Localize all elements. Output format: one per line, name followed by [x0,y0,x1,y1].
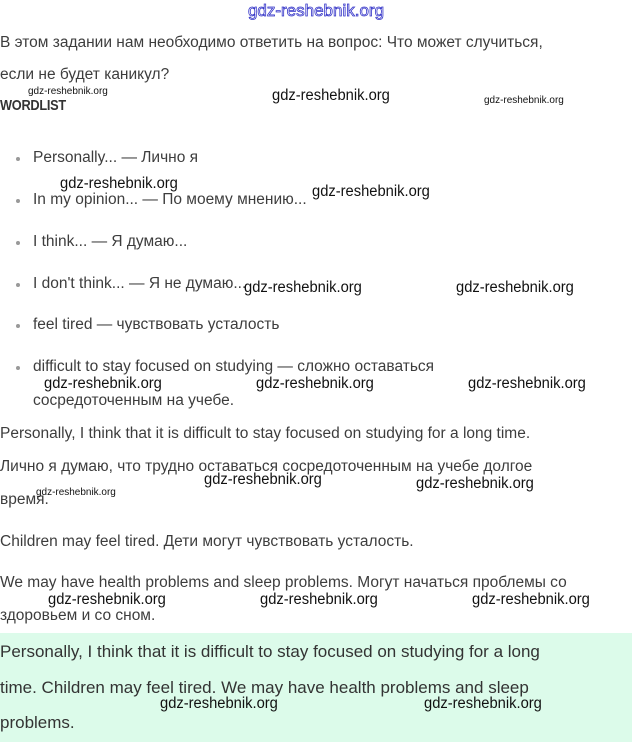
list-item: feel tired — чувствовать усталость [33,316,280,333]
bullet-icon [16,199,20,203]
list-item: I think... — Я думаю... [33,233,188,250]
watermark: gdz-reshebnik.org [484,94,564,106]
bullet-icon [16,283,20,287]
sentence-3: We may have health problems and sleep problems. Могут начаться проблемы со [0,574,567,591]
answer-line-2: time. Children may feel tired. We may have health problems and sleep [0,678,529,697]
watermark: gdz-reshebnik.org [416,475,534,492]
watermark: gdz-reshebnik.org [312,183,430,200]
intro-line-1: В этом задании нам необходимо ответить на вопрос: Что может случиться, [0,34,543,51]
list-item: Personally... — Лично я [33,149,199,166]
watermark: gdz-reshebnik.org [160,695,278,712]
watermark: gdz-reshebnik.org [424,695,542,712]
intro-line-2: если не будет каникул? [0,66,170,83]
bullet-icon [16,324,20,328]
watermark: gdz-reshebnik.org [260,591,378,608]
watermark-header: gdz-reshebnik.org [247,1,385,20]
watermark: gdz-reshebnik.org [244,279,362,296]
list-item-continuation: сосредоточенным на учебе. [33,392,235,409]
watermark: gdz-reshebnik.org [36,486,116,498]
watermark: gdz-reshebnik.org [204,471,322,488]
watermark: gdz-reshebnik.org [44,375,162,392]
watermark: gdz-reshebnik.org [28,85,108,97]
sentence-3-cont: здоровьем и со сном. [0,607,156,624]
list-item: In my opinion... — По моему мнению... [33,191,307,208]
sentence-en-1: Personally, I think that it is difficult to stay focused on studying for a long time. [0,425,531,442]
bullet-icon [16,157,20,161]
list-item: I don't think... — Я не думаю... [33,275,247,292]
answer-line-1: Personally, I think that it is difficult to stay focused on studying for a long [0,642,540,661]
answer-line-3: problems. [0,713,75,732]
sentence-2: Children may feel tired. Дети могут чувствовать усталость. [0,533,414,550]
bullet-icon [16,366,20,370]
answer-box [0,633,632,742]
bullet-icon [16,241,20,245]
wordlist-heading: WORDLIST [0,97,66,114]
watermark: gdz-reshebnik.org [60,175,178,192]
watermark: gdz-reshebnik.org [456,279,574,296]
watermark: gdz-reshebnik.org [468,375,586,392]
sentence-ru-1: Лично я думаю, что трудно оставаться сосредоточенным на учебе долгое [0,458,533,475]
watermark: gdz-reshebnik.org [472,591,590,608]
watermark: gdz-reshebnik.org [272,87,390,104]
list-item: difficult to stay focused on studying — сложно оставаться [33,358,435,375]
sentence-ru-1-cont: время. [0,491,49,508]
watermark: gdz-reshebnik.org [256,375,374,392]
watermark: gdz-reshebnik.org [48,591,166,608]
